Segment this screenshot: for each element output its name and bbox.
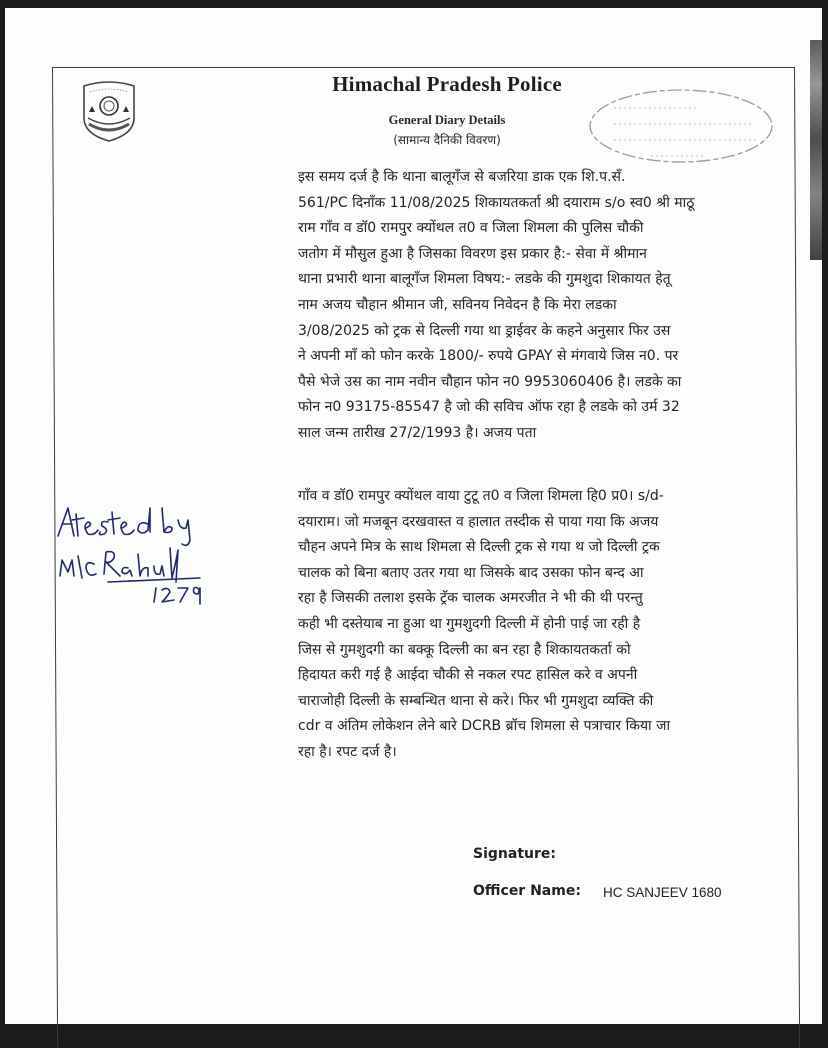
- text-line: थाना प्रभारी थाना बालूगँज शिमला विषय:- लडके की गुमशुदा शिकायत हेतू: [298, 271, 671, 288]
- text-line: पैसे भेजे उस का नाम नवीन चौहान फोन न0 9953060406 है। लडके का: [298, 373, 682, 390]
- text-line: चालक को बिना बताए उतर गया था जिसके बाद उसका फोन बन्द आ: [298, 564, 644, 581]
- text-line: जतोग में मौसुल हुआ है जिसका विवरण इस प्रकार है:- सेवा में श्रीमान: [298, 245, 647, 262]
- text-line: चाराजोही दिल्ली के सम्बन्धित थाना से करे। फिर भी गुमशुदा व्यक्ति की: [298, 692, 654, 709]
- signature-label: Signature:: [473, 846, 556, 862]
- text-line: रहा है। रपट दर्ज है।: [298, 743, 397, 760]
- text-line: चौहन अपने मित्र के साथ शिमला से दिल्ली ट्रक से गया थ जो दिल्ली ट्रक: [298, 539, 660, 556]
- text-line: ने अपनी माँ को फोन करके 1800/- रुपये GPAY से मंगवाये जिस न0. पर: [298, 348, 679, 365]
- document-title: Himachal Pradesh Police: [332, 72, 562, 96]
- text-line: 3/08/2025 को ट्रक से दिल्ली गया था ड्राईवर के कहने अनुसार फिर उस: [298, 322, 671, 339]
- text-line: साल जन्म तारीख 27/2/1993 है। अजय पता: [298, 424, 537, 441]
- text-line: 561/PC दिनाँक 11/08/2025 शिकायतकर्ता श्री दयाराम s/o स्व0 श्री माठू: [298, 194, 695, 211]
- text-line: cdr व अंतिम लोकेशन लेने बारे DCRB ब्रॉच शिमला से पत्राचार किया जा: [298, 718, 671, 735]
- text-line: इस समय दर्ज है कि थाना बालूगँज से बजरिया डाक एक शि.प.सँ.: [298, 169, 626, 185]
- text-line: नाम अजय चौहान श्रीमान जी, सविनय निवेदन है कि मेरा लडका: [298, 296, 617, 313]
- text-line: गाँव व डॉ0 रामपुर क्योंथल वाया टुटू त0 व जिला शिमला हि0 प्र0। s/d-: [298, 488, 664, 504]
- text-line: राम गाँव व डॉ0 रामपुर क्योंथल त0 व जिला शिमला की पुलिस चौकी: [298, 220, 644, 237]
- text-line: रहा है जिसकी तलाश इसके ट्रॅक चालक अमरजीत ने भी की थी परन्तु: [298, 590, 643, 607]
- text-line: फोन न0 93175-85547 है जो की सविच ऑफ रहा है लडके को उर्म 32: [298, 399, 680, 416]
- document-subtitle: General Diary Details: [388, 113, 506, 127]
- text-line: हिदायत करी गई है आईदा चौकी से नकल रपट हासिल करे व अपनी: [298, 667, 638, 684]
- diary-paragraph-1: [298, 165, 778, 447]
- text-line: कही भी दस्तेयाब ना हुआ था गुमशुदगी दिल्ली में होनी पाई जा रही है: [298, 615, 641, 632]
- officer-name-label: Officer Name:: [473, 883, 581, 899]
- officer-name-value: HC SANJEEV 1680: [603, 885, 722, 900]
- handwritten-attestation: [50, 496, 240, 606]
- text-line: दयाराम। जो मजबून दरखवास्त व हालात तस्दीक से पाया गया कि अजय: [298, 513, 659, 530]
- diary-paragraph-2: [298, 484, 778, 766]
- document-subtitle-hindi: (सामान्य दैनिकी विवरण): [393, 133, 501, 147]
- text-line: जिस से गुमशुदगी का बक्कू दिल्ली का बन रहा है शिकायतकर्ता को: [298, 641, 631, 658]
